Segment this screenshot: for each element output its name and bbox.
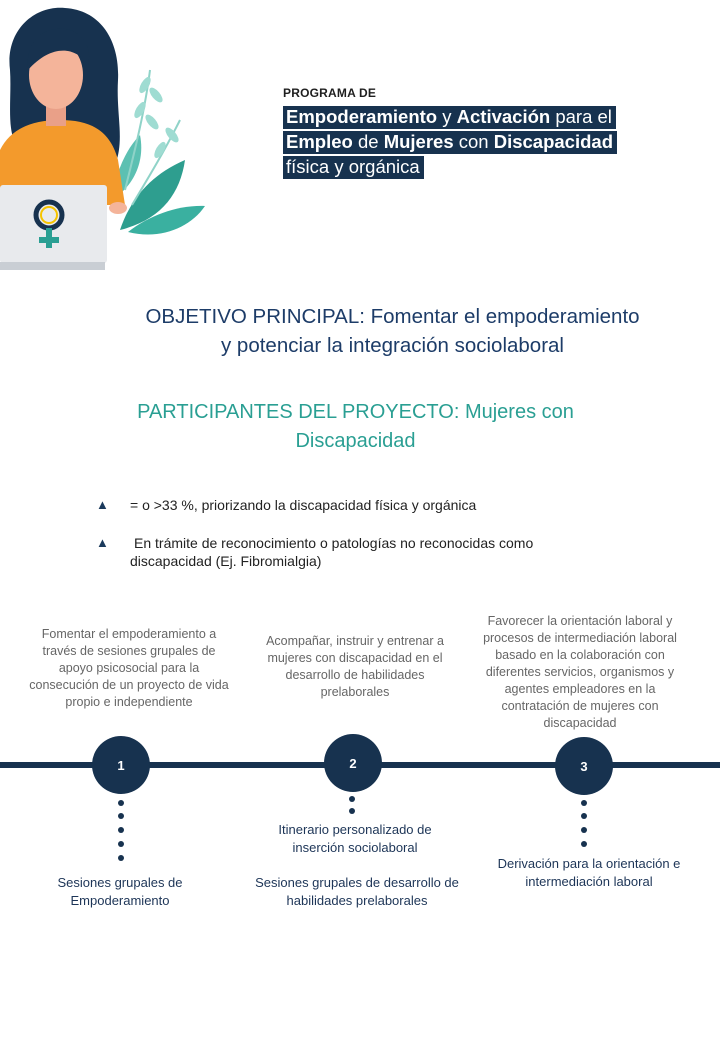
connector-dot xyxy=(118,841,124,847)
step-1-description: Fomentar el empoderamiento a través de sesiones grupales de apoyo psicosocial para la consecución de un proyecto de vida propio e independiente xyxy=(29,627,229,709)
connector-dot xyxy=(118,827,124,833)
program-title xyxy=(283,86,617,181)
connector-dot xyxy=(581,800,587,806)
step-3-description: Favorecer la orientación laboral y procesos de intermediación laboral basado en la colaboración con diferentes servicios, organismos y agentes empleadores en la contratación de mujeres con discapacidad xyxy=(483,614,677,730)
triangle-bullet-icon: ▲ xyxy=(96,497,109,512)
step-3-label: Derivación para la orientación e intermediación laboral xyxy=(497,856,681,889)
step-2-label-itinerary: Itinerario personalizado de inserción sociolaboral xyxy=(278,822,432,855)
objective-line-2: y potenciar la integración sociolaboral xyxy=(220,334,564,357)
participants-line-2: Discapacidad xyxy=(295,430,416,452)
bullet-text: En trámite de reconocimiento o patologías no reconocidas como discapacidad (Ej. Fibromialgia) xyxy=(130,535,534,569)
woman-laptop-illustration xyxy=(0,0,230,275)
objective-line-1: OBJETIVO PRINCIPAL: Fomentar el empoderamiento xyxy=(145,305,640,328)
project-participants xyxy=(98,398,613,456)
step-2-description: Acompañar, instruir y entrenar a mujeres con discapacidad en el desarrollo de habilidades prelaborales xyxy=(266,634,444,699)
step-1-number-circle: 1 xyxy=(92,736,150,794)
connector-dot xyxy=(118,813,124,819)
connector-dot xyxy=(581,813,587,819)
participants-line-1: PARTICIPANTES DEL PROYECTO: Mujeres con xyxy=(137,401,574,423)
laptop-screen xyxy=(0,185,107,263)
bullet-text: = o >33 %, priorizando la discapacidad física y orgánica xyxy=(130,497,477,513)
connector-dot xyxy=(118,855,124,861)
step-3-number-circle: 3 xyxy=(555,737,613,795)
program-title-line-2: Empleo de Mujeres con Discapacidad xyxy=(283,131,617,154)
connector-dot xyxy=(349,808,355,814)
program-title-line-1: Empoderamiento y Activación para el xyxy=(283,106,616,129)
connector-dot xyxy=(581,827,587,833)
program-pre-title: PROGRAMA DE xyxy=(283,86,377,100)
connector-dot xyxy=(349,796,355,802)
connector-dot xyxy=(118,800,124,806)
step-1-label: Sesiones grupales de Empoderamiento xyxy=(57,875,183,908)
triangle-bullet-icon: ▲ xyxy=(96,535,109,550)
program-title-line-3: física y orgánica xyxy=(283,156,424,179)
step-2-label-sessions: Sesiones grupales de desarrollo de habilidades prelaborales xyxy=(255,875,459,908)
main-objective xyxy=(100,302,685,360)
step-2-number-circle: 2 xyxy=(324,734,382,792)
connector-dot xyxy=(581,841,587,847)
